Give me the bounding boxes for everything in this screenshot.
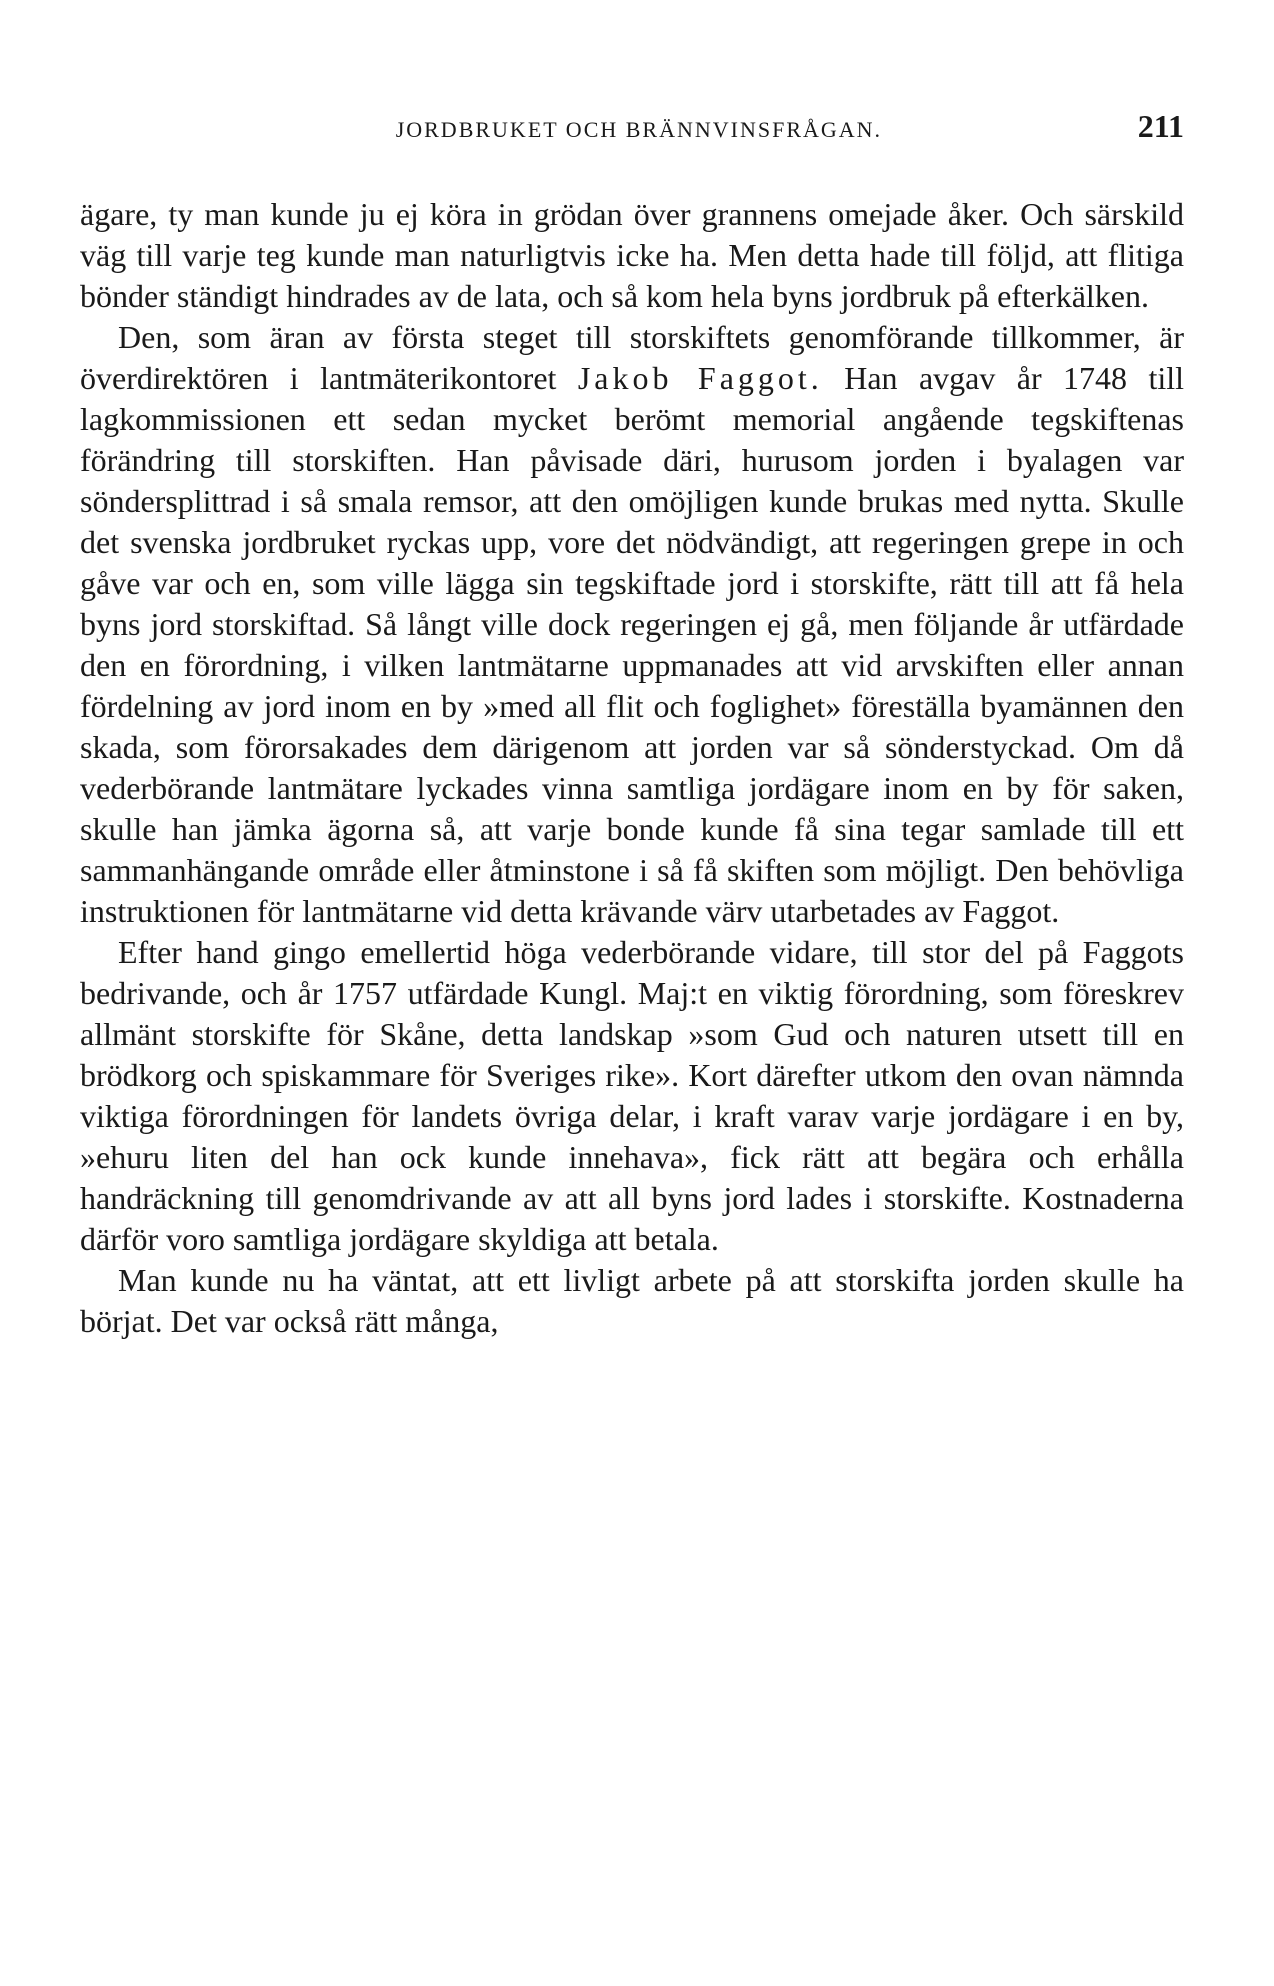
paragraph-3: Efter hand gingo emellertid höga vederbörande vidare, till stor del på Faggots bedrivande, och år 1757 utfärdade Kungl. Maj:t en viktig förordning, som föreskrev allmänt storskifte för Skåne, detta landskap »som Gud och naturen utsett till en brödkorg och spiskammare för Sveriges rike». Kort därefter utkom den ovan nämnda viktiga förordningen för landets övriga delar, i kraft varav varje jordägare i en by, »ehuru liten del han ock kunde innehava», fick rätt att begära och erhålla handräckning till genomdrivande av att all byns jord lades i storskifte. Kostnaderna därför voro samtliga jordägare skyldiga att betala. — [80, 934, 1184, 1257]
running-title: JORDBRUKET OCH BRÄNNVINSFRÅGAN. — [395, 117, 883, 142]
page-number: 211 — [1137, 108, 1184, 144]
paragraph-4: Man kunde nu ha väntat, att ett livligt arbete på att storskifta jorden skulle ha börjat. Det var också rätt många, — [80, 1262, 1184, 1339]
body-text — [80, 194, 1184, 1342]
paragraph-2-rest: Han avgav år 1748 till lagkommissionen ett sedan mycket berömt memorial angående tegskiftenas förändring till storskiften. Han påvisade däri, hurusom jorden i byalagen var söndersplittrad i så smala remsor, att den omöjligen kunde brukas med nytta. Skulle det svenska jordbruket ryckas upp, vore det nödvändigt, att regeringen grepe in och gåve var och en, som ville lägga sin tegskiftade jord i storskifte, rätt till att få hela byns jord storskiftad. Så långt ville dock regeringen ej gå, men följande år utfärdade den en förordning, i vilken lantmätarne uppmanades att vid arvskiften eller annan fördelning av jord inom en by »med all flit och foglighet» föreställa byamännen den skada, som förorsakades dem därigenom att jorden var så sönderstyckad. Om då vederbörande lantmätare lyckades vinna samtliga jordägare inom en by för saken, skulle han jämka ägorna så, att varje bonde kunde få sina tegar samlade till ett sammanhängande område eller åtminstone i så få skiften som möjligt. Den behövliga instruktionen för lantmätarne vid detta krävande värv utarbetades av Faggot. — [80, 360, 1185, 929]
person-name: Jakob Faggot. — [577, 360, 823, 396]
paragraph-2-start: Den, som äran av första steget till storskiftets genomförande tillkommer, är överdirektören i lantmäterikontoret — [80, 319, 1184, 396]
paragraph-2 — [80, 317, 1184, 932]
running-head — [80, 108, 1184, 164]
paragraph-1: ägare, ty man kunde ju ej köra in grödan över grannens omejade åker. Och särskild väg till varje teg kunde man naturligtvis icke ha. Men detta hade till följd, att flitiga bönder ständigt hindrades av de lata, och så kom hela byns jordbruk på efterkälken. — [80, 196, 1184, 314]
book-page — [80, 108, 1184, 1342]
